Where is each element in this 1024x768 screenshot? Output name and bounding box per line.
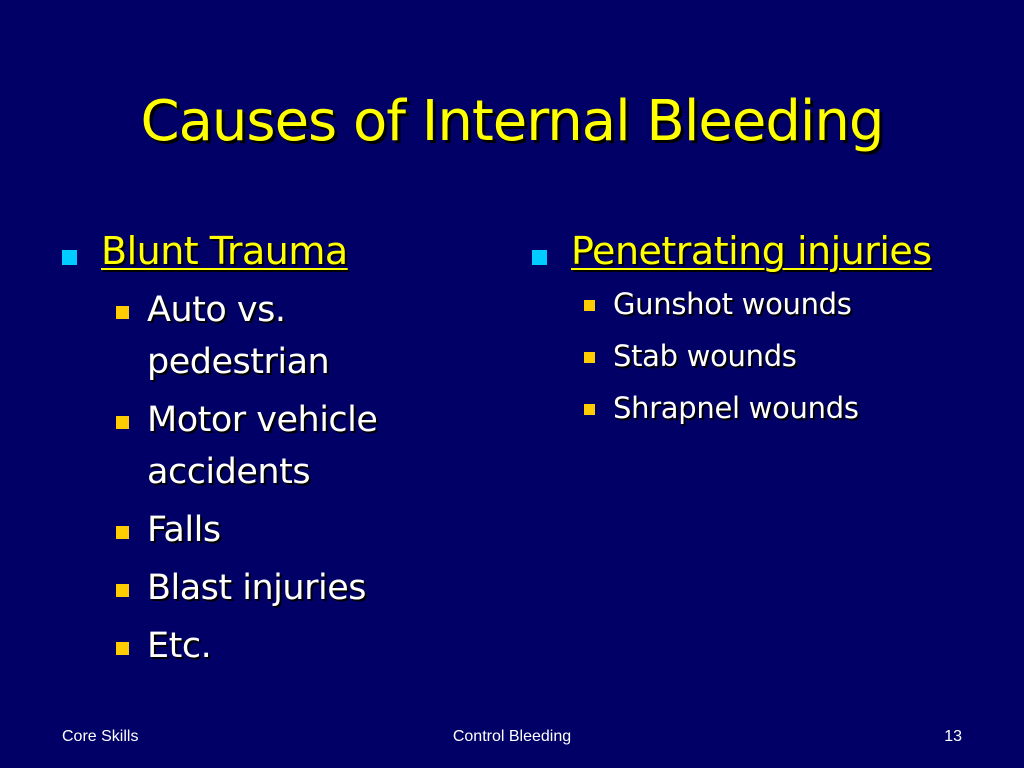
square-bullet-icon [62, 250, 77, 265]
list-item [584, 382, 972, 434]
list-item [116, 620, 482, 672]
list-item-label: Shrapnel wounds [613, 391, 859, 425]
square-bullet-icon [584, 352, 595, 363]
left-column [62, 226, 482, 678]
square-bullet-icon [116, 306, 129, 319]
list-item [116, 284, 482, 388]
list-item-label: Motor vehicle accidents [147, 400, 378, 492]
penetrating-injuries-heading: Penetrating injuries [571, 229, 932, 273]
square-bullet-icon [116, 526, 129, 539]
penetrating-injuries-list [584, 278, 972, 434]
square-bullet-icon [116, 642, 129, 655]
list-item [116, 562, 482, 614]
list-item-label: Gunshot wounds [613, 287, 852, 321]
list-item-label: Falls [147, 510, 221, 550]
slide-number: 13 [944, 728, 962, 745]
blunt-trauma-list [116, 284, 482, 672]
list-item-label: Blast injuries [147, 568, 366, 608]
square-bullet-icon [584, 404, 595, 415]
list-item-label: Stab wounds [613, 339, 797, 373]
square-bullet-icon [532, 250, 547, 265]
right-column [532, 226, 972, 434]
slide-title: Causes of Internal Bleeding [140, 89, 884, 154]
square-bullet-icon [584, 300, 595, 311]
list-item [584, 330, 972, 382]
list-item-label: Etc. [147, 626, 212, 666]
blunt-trauma-heading: Blunt Trauma [101, 229, 348, 273]
right-heading-row [532, 226, 972, 276]
list-item-label: Auto vs. pedestrian [147, 290, 330, 382]
list-item [584, 278, 972, 330]
square-bullet-icon [116, 584, 129, 597]
list-item [116, 504, 482, 556]
square-bullet-icon [116, 416, 129, 429]
footer-left-text: Core Skills [62, 728, 139, 745]
footer-center-text: Control Bleeding [452, 728, 572, 745]
list-item [116, 394, 482, 498]
left-heading-row [62, 226, 482, 276]
